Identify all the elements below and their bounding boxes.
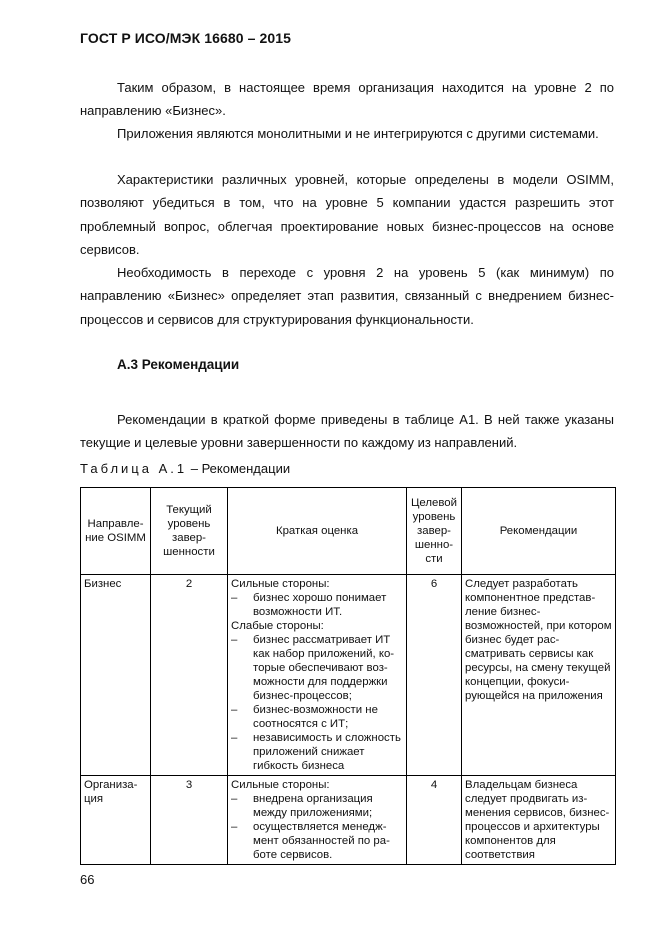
list-item: – независимость и сложность приложений снижает гибкость бизнеса (231, 731, 403, 773)
current-level-cell: 3 (151, 776, 228, 865)
direction-cell: Бизнес (81, 575, 151, 776)
paragraph-text: Необходимость в переходе с уровня 2 на уровень 5 (как минимум) по направлению «Бизнес» определяет этап развития, связанный с внедрением бизнес-процессов и сервисов для структурирования функциональности. (80, 265, 614, 327)
assessment-cell (228, 776, 407, 865)
recommendation-cell: Владельцам бизнеса следует продвигать изменения сервисов, бизнес-процессов и архитектуры компонентов для соответствия (462, 776, 616, 865)
recommendations-table (80, 487, 616, 865)
column-header: Текущий уровень завершенности (151, 488, 228, 575)
table-header-row (81, 488, 616, 575)
paragraph-1 (80, 76, 614, 123)
paragraph-text: Рекомендации в краткой форме приведены в таблице А1. В ней также указаны текущие и целевые уровни завершенности по каждому из направлений. (80, 412, 614, 451)
paragraph-text: Приложения являются монолитными и не интегрируются с другими системами. (117, 126, 599, 141)
table-row (81, 776, 616, 865)
target-level-cell: 6 (407, 575, 462, 776)
table-caption (80, 461, 290, 476)
table-row (81, 575, 616, 776)
paragraph-text: Таким образом, в настоящее время организация находится на уровне 2 по направлению «Бизнес». (80, 80, 614, 119)
column-header: Рекомендации (462, 488, 616, 575)
target-level-cell: 4 (407, 776, 462, 865)
paragraph-3 (80, 168, 614, 261)
table-caption-title: – Рекомендации (187, 461, 291, 476)
recommendation-cell: Следует разработать компонентное представление бизнес-возможностей, при котором бизнес будет рассматривать сервисы как ресурсы, на смену текущей концепции, фокусирующейся на приложения (462, 575, 616, 776)
assessment-cell (228, 575, 407, 776)
list-item: – внедрена организация между приложениями; (231, 792, 403, 820)
table-caption-label: Таблица А.1 (80, 461, 188, 476)
document-header: ГОСТ Р ИСО/МЭК 16680 – 2015 (80, 30, 292, 46)
section-title: А.3 Рекомендации (117, 357, 240, 372)
strengths-label: Сильные стороны: (231, 779, 330, 791)
current-level-cell: 2 (151, 575, 228, 776)
strengths-list (231, 792, 403, 862)
paragraph-4 (80, 261, 614, 331)
list-item: – осуществляется менеджмент обязанностей по работе сервисов. (231, 820, 403, 862)
list-item: – бизнес хорошо понимает возможности ИТ. (231, 591, 403, 619)
page-number: 66 (80, 872, 95, 887)
list-item: – бизнес-возможности не соотносятся с ИТ; (231, 703, 403, 731)
column-header: Краткая оценка (228, 488, 407, 575)
intro-paragraph (80, 408, 614, 455)
weaknesses-label: Слабые стороны: (231, 620, 324, 632)
strengths-list (231, 591, 403, 619)
paragraph-text: Характеристики различных уровней, которые определены в модели OSIMM, позволяют убедиться в том, что на уровне 5 компании удастся разрешить этот проблемный вопрос, облегчая проектирование новых бизнес-процессов на основе сервисов. (80, 172, 614, 257)
weaknesses-list (231, 633, 403, 773)
column-header: Целевой уровень завершенности (407, 488, 462, 575)
strengths-label: Сильные стороны: (231, 578, 330, 590)
direction-cell: Организация (81, 776, 151, 865)
paragraph-2 (80, 122, 614, 145)
column-header: Направление OSIMM (81, 488, 151, 575)
list-item: – бизнес рассматривает ИТ как набор приложений, которые обеспечивают возможности для поддержки бизнес-процессов; (231, 633, 403, 703)
